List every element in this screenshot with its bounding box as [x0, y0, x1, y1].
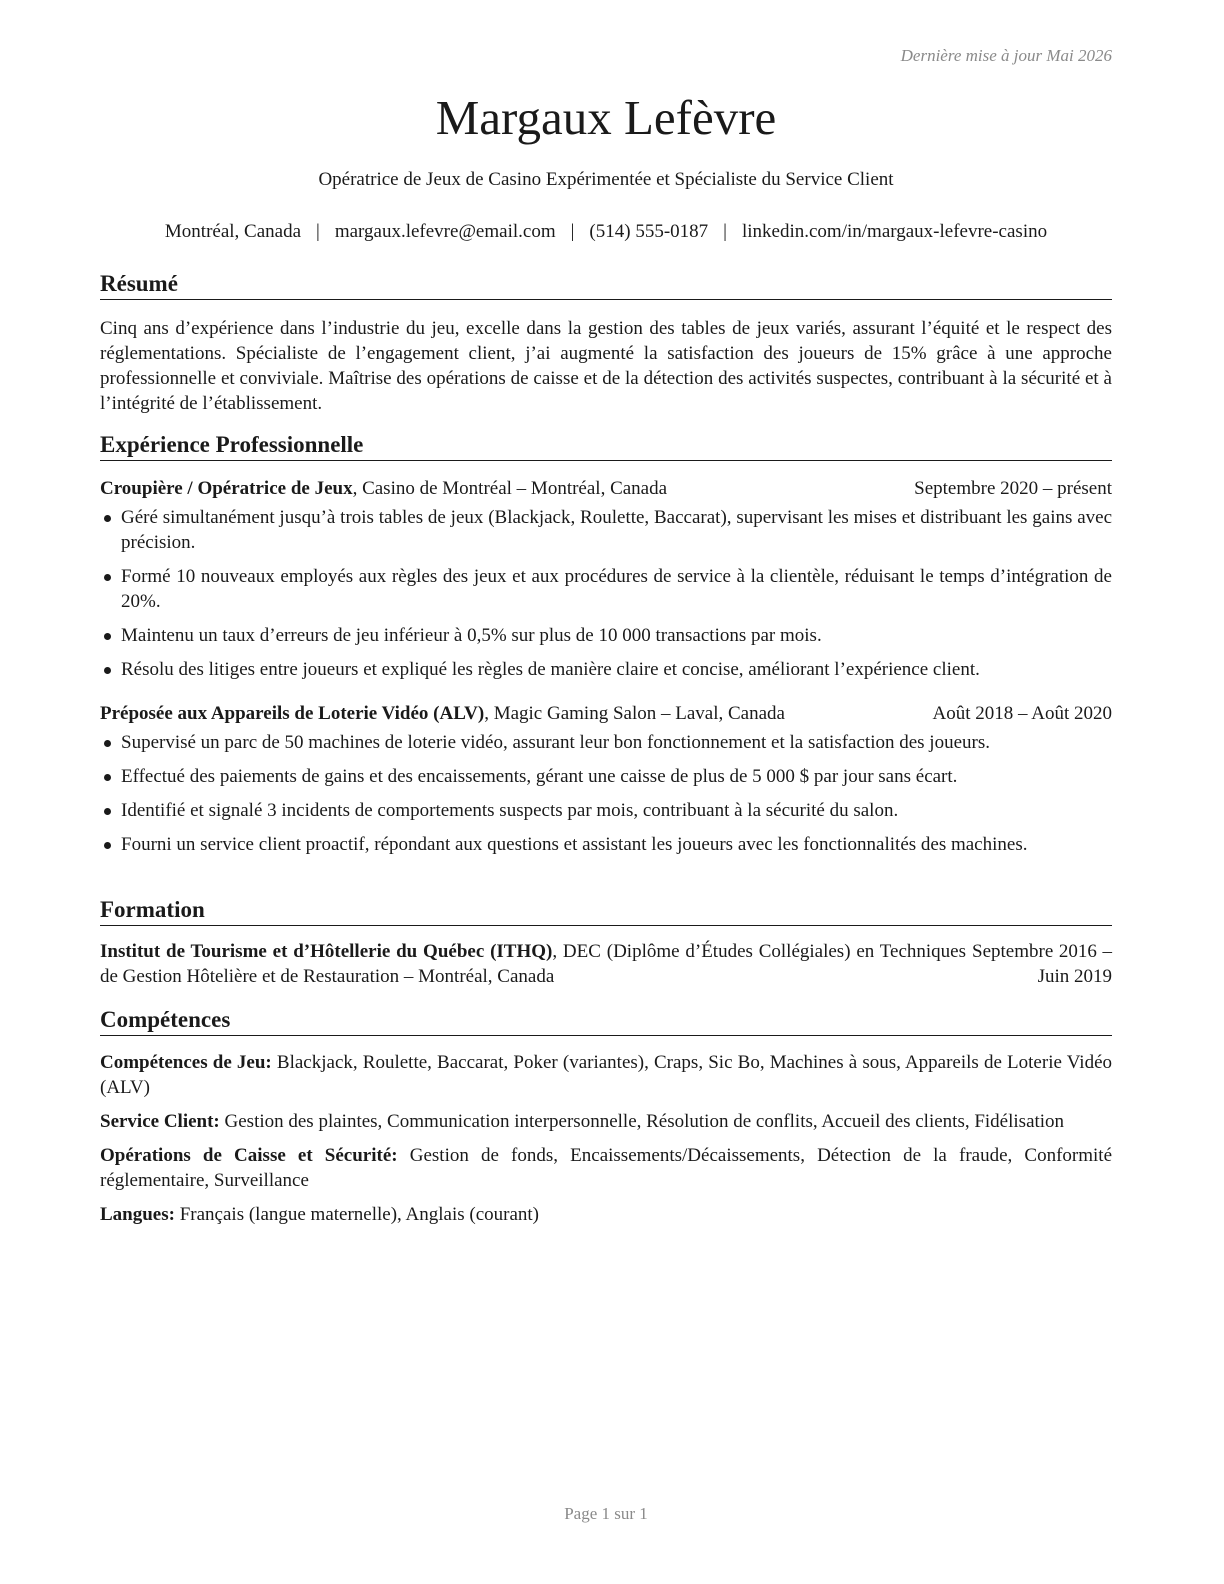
list-item: Effectué des paiements de gains et des encaissements, gérant une caisse de plus de 5 000 $ par jour sans écart. [100, 764, 1112, 789]
skill-item [100, 1143, 1112, 1193]
skill-item [100, 1050, 1112, 1100]
job-dates: Août 2018 – Août 2020 [932, 703, 1112, 724]
skill-label: Opérations de Caisse et Sécurité: [100, 1145, 398, 1166]
list-item: Identifié et signalé 3 incidents de comportements suspects par mois, contribuant à la sécurité du salon. [100, 798, 1112, 823]
skill-item [100, 1202, 1112, 1227]
resume-page [100, 0, 1112, 1584]
contact-location: Montréal, Canada [164, 221, 302, 242]
education-school: Institut de Tourisme et d’Hôtellerie du Québec (ITHQ) [100, 941, 553, 962]
list-item: Supervisé un parc de 50 machines de loterie vidéo, assurant leur bon fonctionnement et la satisfaction des joueurs. [100, 730, 1112, 755]
section-title: Expérience Professionnelle [100, 431, 1112, 461]
summary-text: Cinq ans d’expérience dans l’industrie du jeu, excelle dans la gestion des tables de jeux variés, assurant l’équité et le respect des réglementations. Spécialiste de l’engagement client, j’ai augmenté la satisfaction des joueurs de 15% grâce à une approche professionnelle et conviviale. Maîtrise des opérations de caisse et de la détection des activités suspectes, contribuant à la sécurité et à l’intégrité de l’établissement. [100, 318, 1112, 414]
list-item: Résolu des litiges entre joueurs et expliqué les règles de manière claire et concise, améliorant l’expérience client. [100, 657, 1112, 682]
summary-section [100, 270, 1112, 416]
section-title: Résumé [100, 270, 1112, 300]
education-details: , DEC (Diplôme d’Études Collégiales) en Techniques de Gestion Hôtelière et de Restauration – Montréal, Canada [100, 941, 966, 987]
skill-label: Langues: [100, 1204, 175, 1225]
skills-section [100, 1006, 1112, 1236]
contact-separator: | [723, 221, 727, 242]
skill-item [100, 1109, 1112, 1134]
page-number: Page 1 sur 1 [564, 1504, 648, 1523]
last-updated: Dernière mise à jour Mai 2026 [900, 46, 1112, 65]
skill-value: Gestion des plaintes, Communication interpersonnelle, Résolution de conflits, Accueil des clients, Fidélisation [219, 1111, 1065, 1132]
job-title-line [100, 476, 667, 501]
contact-linkedin[interactable]: linkedin.com/in/margaux-lefevre-casino [741, 221, 1048, 242]
skills-list [100, 1050, 1112, 1227]
section-title: Formation [100, 896, 1112, 926]
education-description [100, 939, 966, 989]
job-header [100, 701, 1112, 726]
section-title: Compétences [100, 1006, 1112, 1036]
job-dates: Septembre 2020 – présent [914, 478, 1112, 499]
list-item: Fourni un service client proactif, répondant aux questions et assistant les joueurs avec les fonctionnalités des machines. [100, 832, 1112, 857]
list-item: Formé 10 nouveaux employés aux règles des jeux et aux procédures de service à la clientèle, réduisant le temps d’intégration de 20%. [100, 564, 1112, 614]
experience-section [100, 431, 1112, 866]
skill-label: Service Client: [100, 1111, 220, 1132]
education-dates: Septembre 2016 – Juin 2019 [972, 941, 1112, 987]
contact-email[interactable]: margaux.lefevre@email.com [334, 221, 556, 242]
job-title-line [100, 701, 785, 726]
job-role: Croupière / Opératrice de Jeux [100, 478, 353, 499]
contact-phone[interactable]: (514) 555-0187 [589, 221, 709, 242]
skill-value: Blackjack, Roulette, Baccarat, Poker (variantes), Craps, Sic Bo, Machines à sous, Appareils de Loterie Vidéo (ALV) [100, 1052, 1113, 1098]
job-place: , Casino de Montréal – Montréal, Canada [352, 478, 668, 499]
job-bullets [100, 730, 1112, 857]
skill-value: Français (langue maternelle), Anglais (courant) [174, 1204, 539, 1225]
education-entry [100, 939, 1112, 989]
skill-value: Gestion de fonds, Encaissements/Décaissements, Détection de la fraude, Conformité réglementaire, Surveillance [100, 1145, 1113, 1191]
job-entry [100, 476, 1112, 682]
list-item: Géré simultanément jusqu’à trois tables de jeux (Blackjack, Roulette, Baccarat), supervisant les mises et distribuant les gains avec précision. [100, 505, 1112, 555]
contact-line [100, 219, 1112, 244]
contact-separator: | [316, 221, 320, 242]
job-header [100, 476, 1112, 501]
job-place: , Magic Gaming Salon – Laval, Canada [484, 703, 785, 724]
contact-separator: | [570, 221, 575, 242]
job-bullets [100, 505, 1112, 682]
candidate-tagline: Opératrice de Jeux de Casino Expérimentée et Spécialiste du Service Client [318, 169, 894, 190]
job-entry [100, 701, 1112, 857]
job-role: Préposée aux Appareils de Loterie Vidéo (ALV) [100, 703, 485, 724]
candidate-name: Margaux Lefèvre [435, 90, 777, 145]
education-section [100, 896, 1112, 989]
list-item: Maintenu un taux d’erreurs de jeu inférieur à 0,5% sur plus de 10 000 transactions par mois. [100, 623, 1112, 648]
skill-label: Compétences de Jeu: [100, 1052, 272, 1073]
